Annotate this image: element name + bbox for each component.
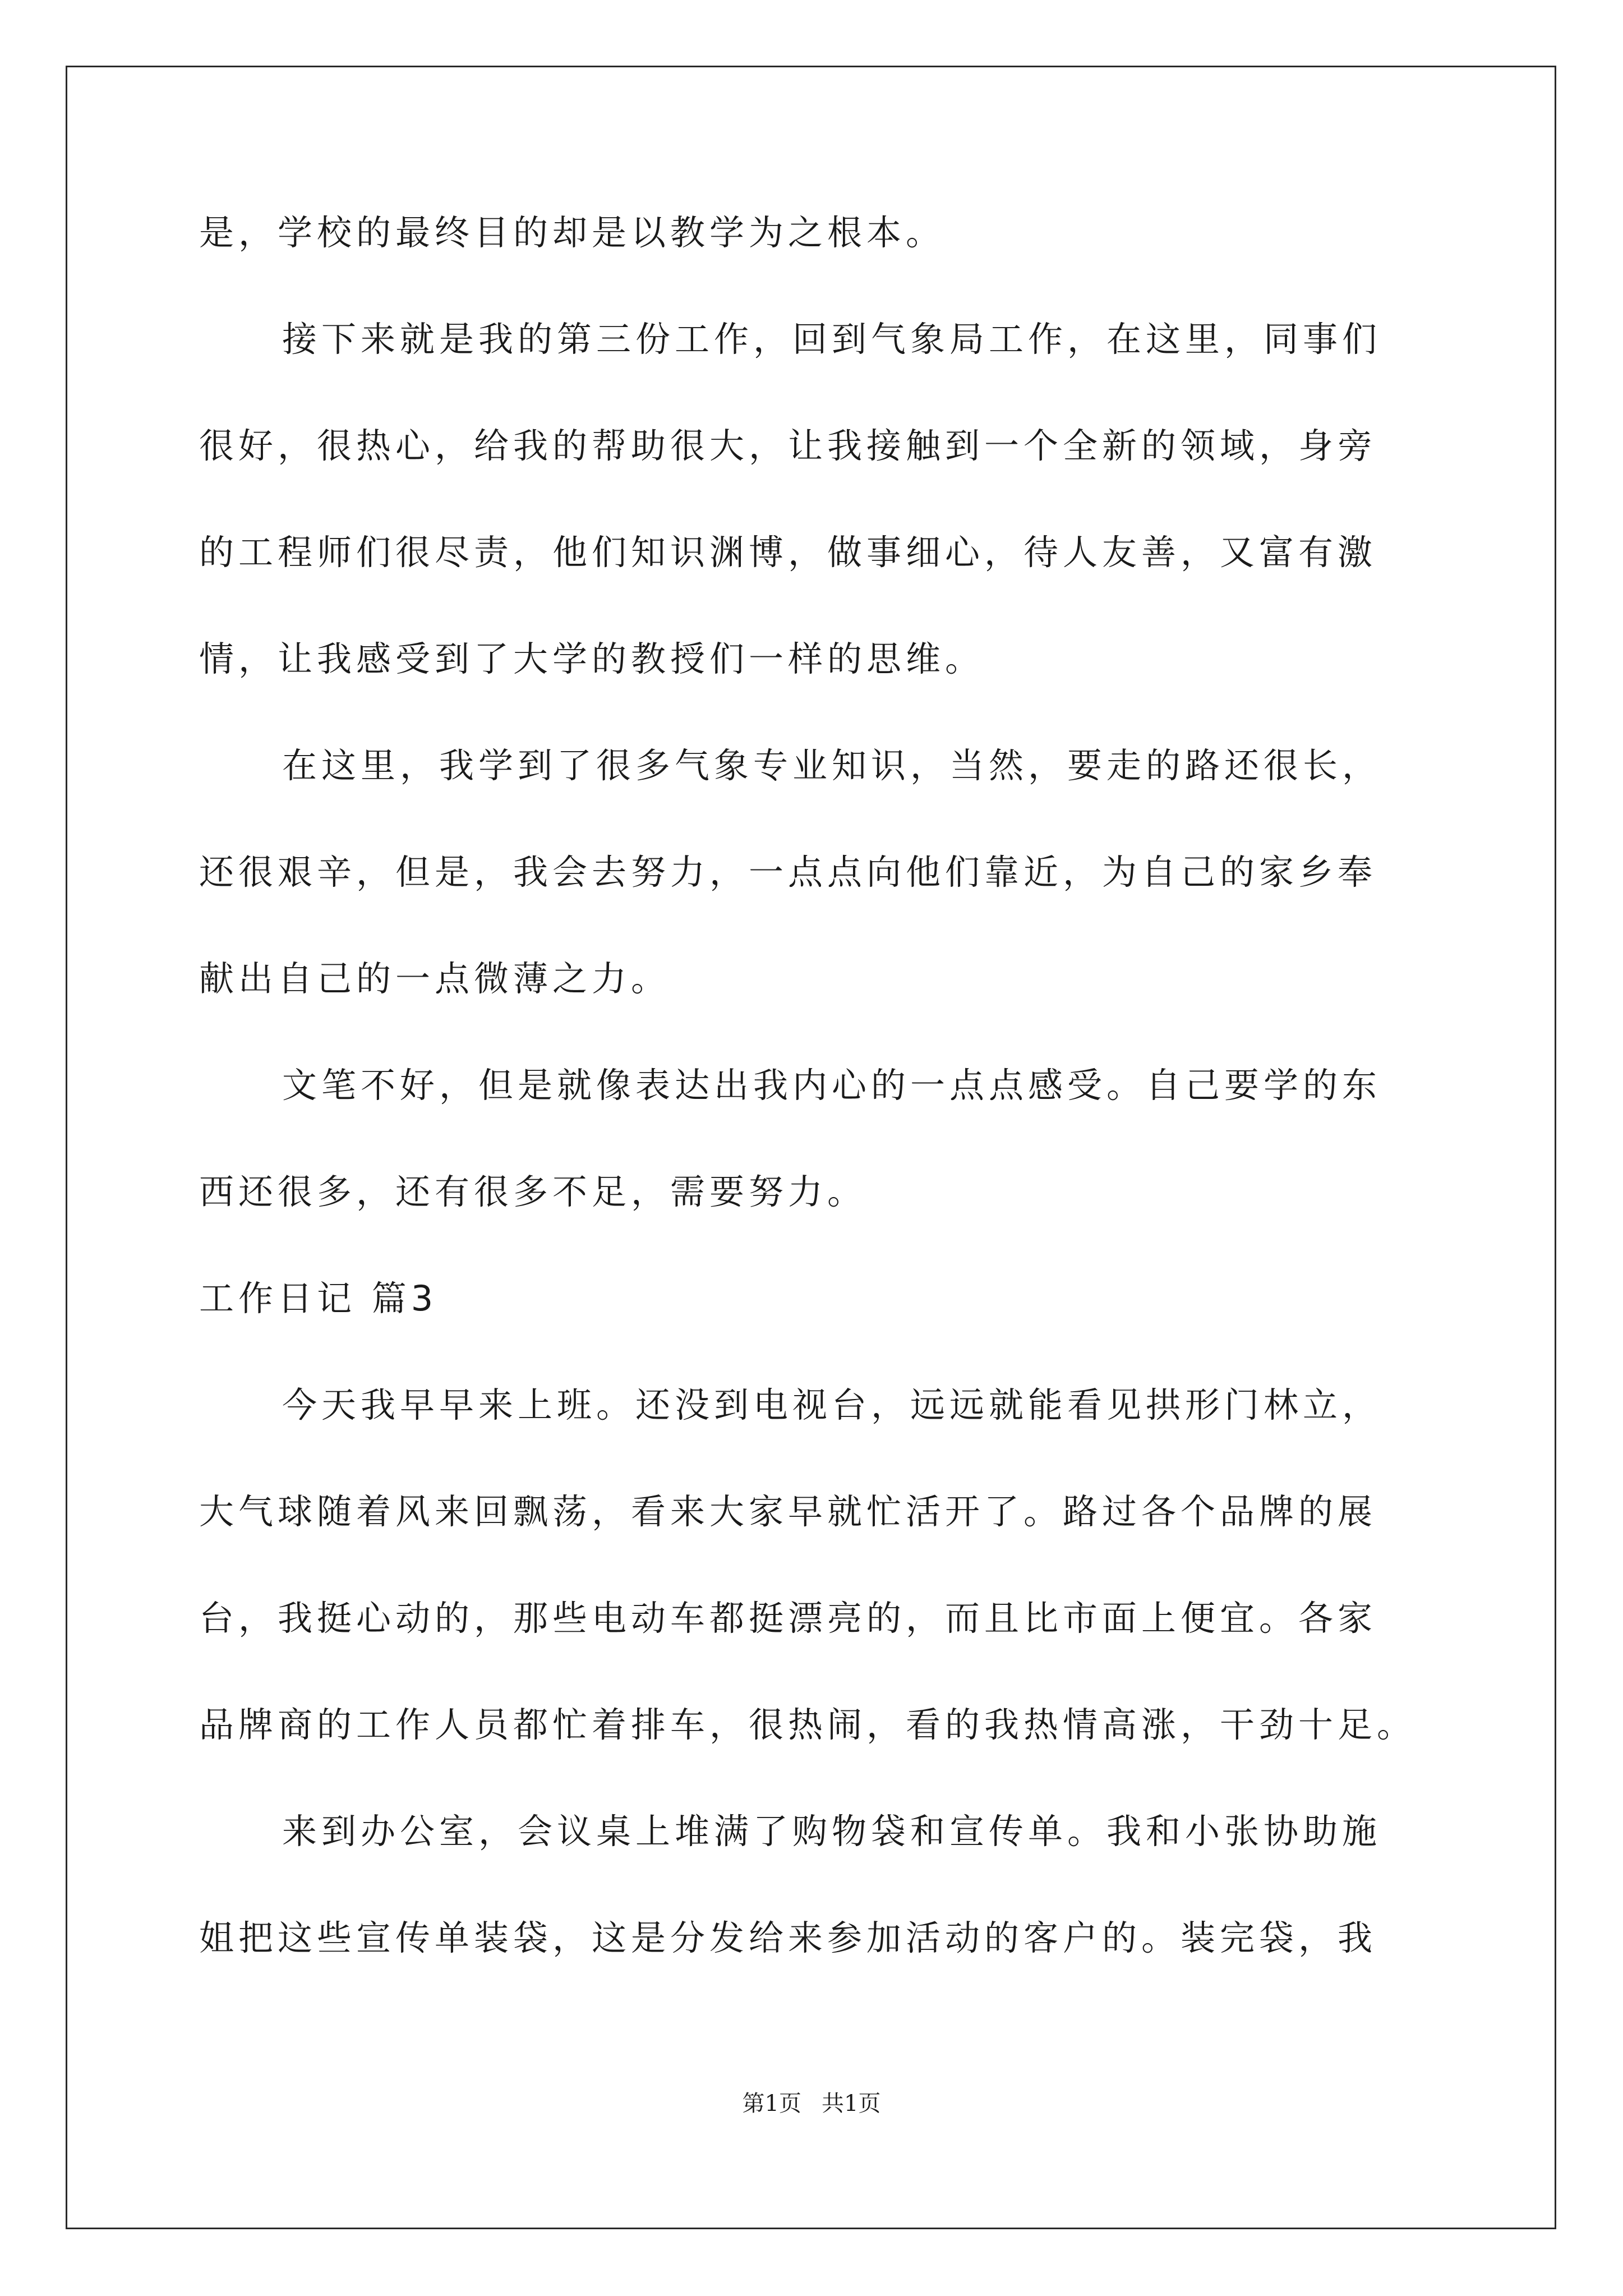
paragraph-first-line: 接下来就是我的第三份工作，回到气象局工作，在这里，同事们	[282, 319, 1382, 360]
text-line: 还很艰辛，但是，我会去努力，一点点向他们靠近，为自己的家乡奉	[199, 852, 1377, 892]
text-line: 西还很多，还有很多不足，需要努力。	[199, 1171, 867, 1212]
page-footer	[0, 2090, 1623, 2118]
paragraph-first-line: 文笔不好，但是就像表达出我内心的一点点感受。自己要学的东	[282, 1065, 1382, 1106]
text-line: 的工程师们很尽责，他们知识渊博，做事细心，待人友善，又富有激	[199, 532, 1377, 573]
text-line: 情，让我感受到了大学的教授们一样的思维。	[199, 638, 985, 679]
page-total: 共1页	[822, 2091, 881, 2116]
paragraph-first-line: 来到办公室，会议桌上堆满了购物袋和宣传单。我和小张协助施	[282, 1811, 1382, 1852]
text-line: 很好，很热心，给我的帮助很大，让我接触到一个全新的领域，身旁	[199, 425, 1377, 466]
section-heading: 工作日记 篇3	[199, 1278, 438, 1319]
text-line: 姐把这些宣传单装袋，这是分发给来参加活动的客户的。装完袋，我	[199, 1917, 1377, 1958]
paragraph-first-line: 今天我早早来上班。还没到电视台，远远就能看见拱形门林立，	[282, 1384, 1382, 1425]
text-line: 大气球随着风来回飘荡，看来大家早就忙活开了。路过各个品牌的展	[199, 1491, 1377, 1532]
text-line: 献出自己的一点微薄之力。	[199, 958, 671, 999]
page-border	[66, 66, 1556, 2229]
text-line: 品牌商的工作人员都忙着排车，很热闹，看的我热情高涨，干劲十足。	[199, 1704, 1417, 1745]
paragraph-first-line: 在这里，我学到了很多气象专业知识，当然，要走的路还很长，	[282, 745, 1382, 786]
text-line: 是，学校的最终目的却是以教学为之根本。	[199, 212, 946, 253]
text-line: 台，我挺心动的，那些电动车都挺漂亮的，而且比市面上便宜。各家	[199, 1598, 1377, 1639]
page-number: 第1页	[742, 2091, 801, 2116]
